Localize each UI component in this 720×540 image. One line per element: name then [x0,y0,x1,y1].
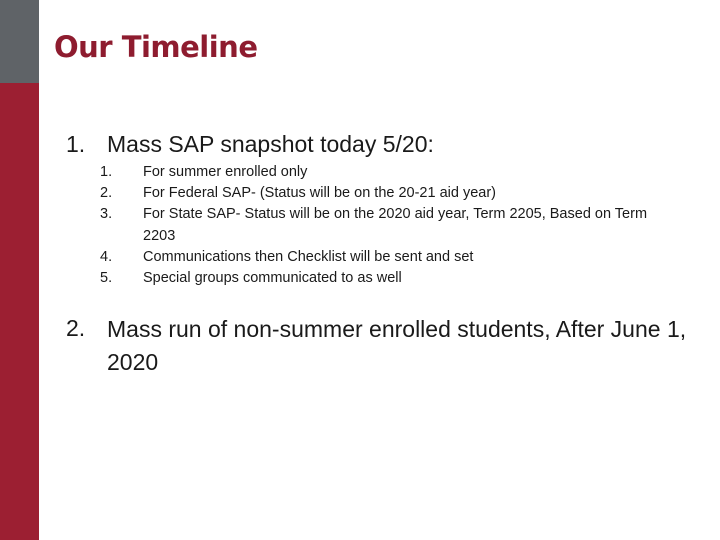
list-item-2 [66,313,686,377]
sub-item-2-number: 2. [100,185,113,201]
list-item-1-number: 1. [66,131,86,157]
sub-item-5-text: Special groups communicated to as well [143,270,402,286]
sub-item-4-number: 4. [100,249,113,265]
sub-item-4-text: Communications then Checklist will be sent and set [143,249,474,265]
list-item-2-text: Mass run of non-summer enrolled students, After June 1, 2020 [107,316,687,375]
sub-item-2-text: For Federal SAP- (Status will be on the 20-21 aid year) [143,185,496,201]
sub-item-3 [100,204,690,248]
sub-item-4 [100,247,690,269]
sub-item-1-text: For summer enrolled only [143,164,308,180]
sub-item-1 [100,162,690,184]
sub-item-3-number: 3. [100,206,113,222]
sidebar-bottom-accent [0,83,39,540]
sub-item-5 [100,268,690,290]
list-item-1 [66,129,686,159]
sub-item-1-number: 1. [100,164,113,180]
sub-item-5-number: 5. [100,270,113,286]
list-item-1-text: Mass SAP snapshot today 5/20: [107,131,434,157]
sub-item-3-text: For State SAP- Status will be on the 2020 aid year, Term 2205, Based on Term 2203 [143,206,648,244]
sidebar-top-accent [0,0,39,83]
slide-title: Our Timeline [54,30,258,64]
sub-item-2 [100,183,690,205]
list-item-2-number: 2. [66,315,86,341]
